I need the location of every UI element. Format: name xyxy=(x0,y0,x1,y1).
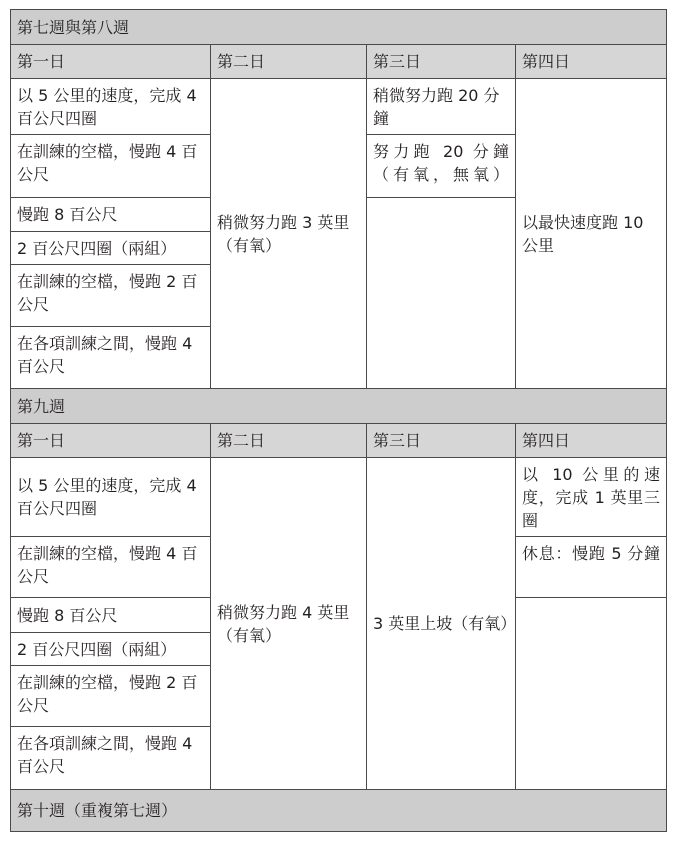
day4-cell: 以最快速度跑 10 公里 xyxy=(516,79,667,389)
day3-empty-cell xyxy=(367,198,516,389)
day3-item-moderate-run: 稍微努力跑 20 分鐘 xyxy=(367,79,516,135)
training-schedule-table xyxy=(10,9,667,832)
day-4-header: 第四日 xyxy=(516,45,667,79)
day1-item-recovery-400m: 在訓練的空檔，慢跑 4 百公尺 xyxy=(11,135,211,198)
day-1-header: 第一日 xyxy=(11,45,211,79)
week-7-8-title: 第七週與第八週 xyxy=(11,10,667,45)
day1-item-jog-800m: 慢跑 8 百公尺 xyxy=(11,198,211,232)
day2-cell: 稍微努力跑 3 英里（有氧） xyxy=(211,79,367,389)
day1-item-recovery-200m: 在訓練的空檔，慢跑 2 百公尺 xyxy=(11,265,211,327)
day4-item-mile-repeats: 以 10 公里的速度，完成 1 英里三圈 xyxy=(516,458,667,537)
day1-item-recovery-200m: 在訓練的空檔，慢跑 2 百公尺 xyxy=(11,666,211,727)
day1-item-recovery-between: 在各項訓練之間，慢跑 4 百公尺 xyxy=(11,327,211,389)
day1-item-interval-400m: 以 5 公里的速度，完成 4 百公尺四圈 xyxy=(11,79,211,135)
day4-empty-cell xyxy=(516,598,667,790)
day3-item-hard-run: 努力跑 20 分鐘（有氧，無氧） xyxy=(367,135,516,198)
day1-item-recovery-400m: 在訓練的空檔，慢跑 4 百公尺 xyxy=(11,537,211,598)
day3-cell: 3 英里上坡（有氧） xyxy=(367,458,516,790)
week-10-title: 第十週（重複第七週） xyxy=(11,790,667,832)
day2-cell: 稍微努力跑 4 英里（有氧） xyxy=(211,458,367,790)
day4-item-rest-jog: 休息：慢跑 5 分鐘 xyxy=(516,537,667,598)
day1-item-200m-sets: 2 百公尺四圈（兩組） xyxy=(11,633,211,666)
day1-item-jog-800m: 慢跑 8 百公尺 xyxy=(11,598,211,633)
day-3-header: 第三日 xyxy=(367,45,516,79)
day-1-header: 第一日 xyxy=(11,424,211,458)
day-2-header: 第二日 xyxy=(211,45,367,79)
day1-item-interval-400m: 以 5 公里的速度，完成 4 百公尺四圈 xyxy=(11,458,211,537)
day-4-header: 第四日 xyxy=(516,424,667,458)
day1-item-recovery-between: 在各項訓練之間，慢跑 4 百公尺 xyxy=(11,727,211,790)
day-2-header: 第二日 xyxy=(211,424,367,458)
day1-item-200m-sets: 2 百公尺四圈（兩組） xyxy=(11,232,211,265)
day-3-header: 第三日 xyxy=(367,424,516,458)
week-9-title: 第九週 xyxy=(11,389,667,424)
